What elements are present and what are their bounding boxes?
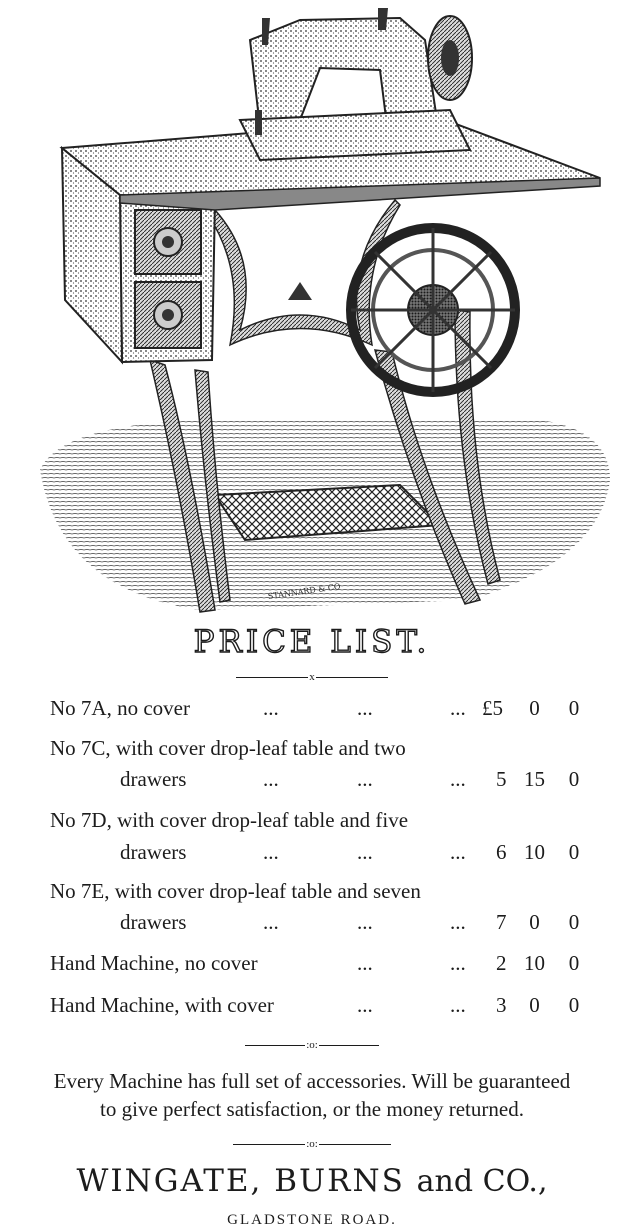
- engraver-mark: STANNARD & CO: [267, 581, 342, 602]
- divider-mid: :o:: [0, 1039, 624, 1051]
- price-row-7d-cont: drawers ... ... ... 6 10 0: [120, 840, 580, 864]
- stretcher-arch: [208, 200, 400, 345]
- notice-line-2: to give perfect satisfaction, or the money returned.: [100, 1097, 524, 1121]
- company-name: [0, 1163, 624, 1199]
- company-name-suffix: and CO.,: [416, 1164, 548, 1199]
- price-row-7d: No 7D, with cover drop-leaf table and five: [50, 808, 409, 832]
- price-row-7c: No 7C, with cover drop-leaf table and two: [50, 736, 406, 760]
- page-title: PRICE LIST.: [193, 624, 431, 660]
- price-row-hand-no-cover: Hand Machine, no cover ... ... 2 10 0: [50, 951, 580, 975]
- divider-top: x: [0, 671, 624, 683]
- price-row-7c-cont: drawers ... ... ... 5 15 0: [120, 767, 580, 791]
- price-row-7e: No 7E, with cover drop-leaf table and seven: [50, 879, 421, 903]
- divider-bottom: :o:: [0, 1138, 624, 1150]
- company-name-main: WINGATE, BURNS: [76, 1163, 405, 1199]
- notice-line-1: Every Machine has full set of accessories. Will be guaranteed: [53, 1069, 571, 1093]
- company-address: GLADSTONE ROAD.: [227, 1212, 397, 1228]
- price-row-hand-with-cover: Hand Machine, with cover ... ... 3 0 0: [50, 993, 580, 1017]
- price-row-7a: No 7A, no cover ... ... ... £5 0 0: [50, 696, 580, 720]
- price-row-7e-cont: drawers ... ... ... 7 0 0: [120, 910, 580, 934]
